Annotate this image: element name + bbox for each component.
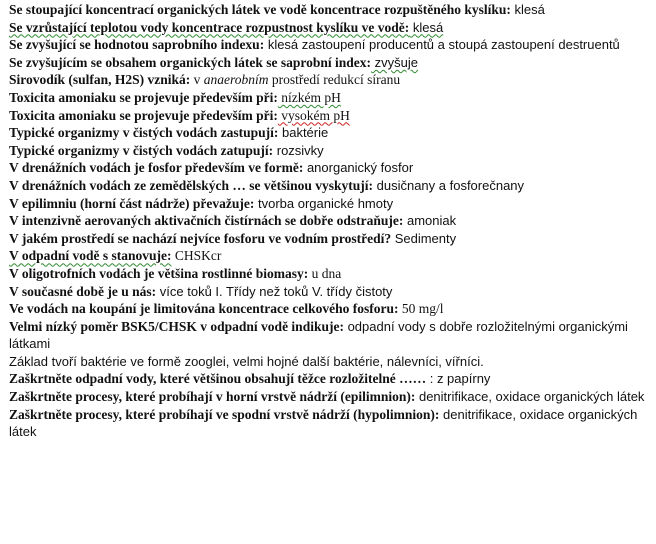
answer-italic: anaerobním (203, 72, 269, 88)
qa-line-10 (9, 159, 651, 177)
question: Se vzrůstající teplotou vody koncentrace rozpustnost kyslíku ve vodě: (9, 19, 410, 35)
qa-line-2 (9, 19, 651, 37)
answer: odpadní vody s dobře rozložitelnými organickými látkami (9, 318, 628, 352)
qa-line-5 (9, 71, 651, 89)
answer: denitrifikace, oxidace organických látek (9, 406, 638, 440)
question: V drenážních vodách ze zemědělských … se většinou vyskytují: (9, 177, 373, 193)
answer: u dna (308, 265, 342, 281)
qa-line-13 (9, 212, 651, 230)
answer: rozsivky (273, 142, 324, 158)
question: Sirovodík (sulfan, H2S) vzniká: (9, 72, 191, 88)
answer: baktérie (278, 125, 329, 141)
answer: více toků I. Třídy než toků V. třídy čistoty (156, 283, 393, 299)
question: Se zvyšující se hodnotou saprobního indexu: (9, 37, 265, 53)
answer: denitrifikace, oxidace organických látek (415, 389, 645, 405)
answer: nízkém pH (277, 89, 341, 105)
qa-line-22 (9, 388, 651, 406)
qa-line-7 (9, 107, 651, 125)
answer: klesá (510, 2, 545, 17)
answer: amoniak (403, 213, 457, 229)
qa-line-17 (9, 283, 651, 301)
qa-line-20 (9, 353, 651, 371)
qa-line-9 (9, 142, 651, 160)
question: Zaškrtněte odpadní vody, které většinou obsahují těžce rozložitelné …… (9, 371, 427, 387)
qa-line-6 (9, 89, 651, 107)
answer: klesá (409, 19, 444, 35)
answer: klesá zastoupení producentů a stoupá zastoupení destruentů (264, 37, 620, 53)
qa-line-14 (9, 230, 651, 248)
answer: : z papírny (426, 371, 491, 387)
answer: vysokém pH (277, 107, 350, 123)
answer: zvyšuje (371, 54, 418, 70)
qa-line-3 (9, 36, 651, 54)
answer: tvorba organické hmoty (254, 195, 394, 211)
qa-line-18 (9, 300, 651, 318)
question: V současné době je u nás: (9, 283, 157, 299)
qa-line-23 (9, 406, 651, 441)
answer: anorganický fosfor (303, 160, 414, 176)
question: Velmi nízký poměr BSK5/CHSK v odpadní vodě indikuje: (9, 318, 344, 334)
document-body (9, 1, 651, 441)
question: V odpadní vodě s stanovuje: (9, 248, 172, 264)
answer: CHSKcr (171, 248, 222, 264)
answer-part: prostředí redukcí síranu (268, 72, 401, 88)
question: Typické organizmy v čistých vodách zastupují: (9, 125, 279, 141)
answer: 50 mg/l (398, 301, 444, 317)
qa-line-15 (9, 247, 651, 265)
qa-line-1 (9, 1, 651, 19)
question: V epilimniu (horní část nádrže) převažuje: (9, 195, 255, 211)
question: Se stoupající koncentrací organických látek ve vodě koncentrace rozpuštěného kyslíku: (9, 2, 511, 17)
answer: dusičnany a fosforečnany (373, 177, 525, 193)
question: Toxicita amoniaku se projevuje především při: (9, 89, 278, 105)
question: V oligotrofních vodách je většina rostlinné biomasy: (9, 265, 309, 281)
question: V intenzivně aerovaných aktivačních čistírnách se dobře odstraňuje: (9, 213, 404, 229)
question: V drenážních vodách je fosfor především ve formě: (9, 160, 304, 176)
qa-line-16 (9, 265, 651, 283)
answer: Základ tvoří baktérie ve formě zooglei, velmi hojné další baktérie, nálevníci, vířníci. (9, 353, 484, 369)
qa-line-19 (9, 318, 651, 353)
qa-line-21 (9, 370, 651, 388)
answer: Sedimenty (391, 230, 457, 246)
question: Zaškrtněte procesy, které probíhají ve spodní vrstvě nádrží (hypolimnion): (9, 406, 440, 422)
question: Zaškrtněte procesy, které probíhají v horní vrstvě nádrží (epilimnion): (9, 389, 416, 405)
question: Toxicita amoniaku se projevuje především při: (9, 107, 278, 123)
question: Typické organizmy v čistých vodách zatupují: (9, 142, 274, 158)
question: Se zvyšujícím se obsahem organických látek se saprobní index: (9, 54, 372, 70)
qa-line-11 (9, 177, 651, 195)
answer-part: v (190, 72, 204, 88)
qa-line-8 (9, 124, 651, 142)
question: V jakém prostředí se nachází nejvíce fosforu ve vodním prostředí? (9, 230, 392, 246)
qa-line-12 (9, 195, 651, 213)
question: Ve vodách na koupání je limitována koncentrace celkového fosforu: (9, 301, 399, 317)
qa-line-4 (9, 54, 651, 72)
